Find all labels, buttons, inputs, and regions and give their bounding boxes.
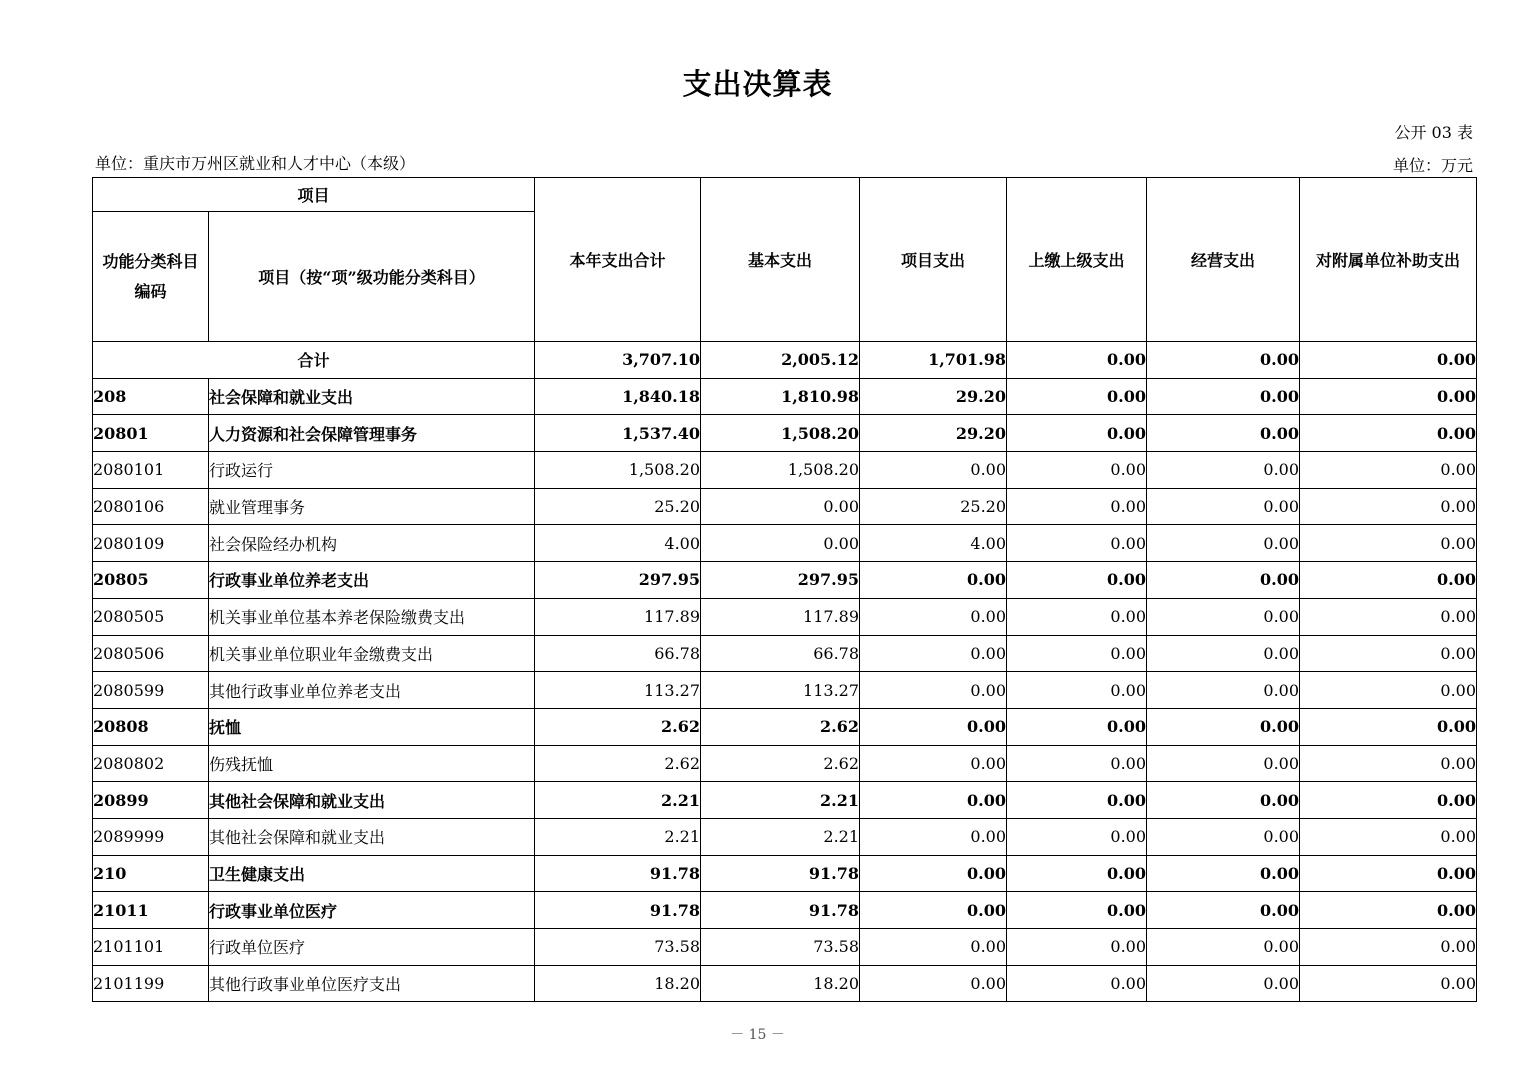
row-value: 0.00 [1147,965,1300,1002]
row-value: 0.00 [1147,562,1300,599]
row-value: 0.00 [1300,452,1477,489]
row-value: 66.78 [701,635,860,672]
row-name: 抚恤 [209,708,535,745]
total-cell: 1,701.98 [860,342,1007,379]
row-code: 20899 [93,782,209,819]
row-value: 73.58 [535,929,701,966]
row-value: 0.00 [1147,782,1300,819]
row-value: 0.00 [1300,782,1477,819]
row-value: 0.00 [1147,855,1300,892]
row-value: 2.62 [701,708,860,745]
total-cell: 0.00 [1007,342,1147,379]
row-value: 0.00 [1147,818,1300,855]
row-name: 行政单位医疗 [209,929,535,966]
row-value: 1,810.98 [701,378,860,415]
row-value: 0.00 [1147,672,1300,709]
table-row [93,635,1477,672]
row-code: 208 [93,378,209,415]
row-value: 25.20 [860,488,1007,525]
table-row [93,929,1477,966]
page-title: 支出决算表 [682,67,833,101]
row-value: 2.62 [535,708,701,745]
row-value: 0.00 [860,562,1007,599]
row-code: 2101199 [93,965,209,1002]
row-value: 0.00 [1007,415,1147,452]
row-value: 0.00 [1300,415,1477,452]
row-code: 2080599 [93,672,209,709]
row-name: 卫生健康支出 [209,855,535,892]
row-name: 其他社会保障和就业支出 [209,782,535,819]
row-value: 91.78 [701,892,860,929]
row-value: 0.00 [1147,415,1300,452]
row-value: 0.00 [1007,929,1147,966]
row-value: 0.00 [1300,965,1477,1002]
row-code: 2080506 [93,635,209,672]
row-value: 117.89 [701,598,860,635]
total-row [93,342,1477,379]
row-code: 2080109 [93,525,209,562]
row-code: 20805 [93,562,209,599]
row-value: 2.21 [701,818,860,855]
row-value: 0.00 [1007,965,1147,1002]
row-value: 1,508.20 [701,452,860,489]
row-code: 2080505 [93,598,209,635]
form-number: 公开 03 表 [1394,123,1473,142]
unit-label: 单位：重庆市万州区就业和人才中心（本级） [95,154,416,173]
row-name: 其他行政事业单位医疗支出 [209,965,535,1002]
row-value: 0.00 [701,488,860,525]
total-cell: 3,707.10 [535,342,701,379]
row-value: 66.78 [535,635,701,672]
page-number: － 15 － [730,1027,785,1043]
table-row [93,782,1477,819]
row-name: 就业管理事务 [209,488,535,525]
row-value: 0.00 [860,892,1007,929]
row-value: 2.62 [701,745,860,782]
table-row [93,855,1477,892]
table-row [93,488,1477,525]
row-name: 社会保险经办机构 [209,525,535,562]
row-value: 4.00 [860,525,1007,562]
row-value: 113.27 [701,672,860,709]
row-code: 20801 [93,415,209,452]
row-value: 0.00 [1007,892,1147,929]
row-value: 0.00 [1300,818,1477,855]
row-value: 0.00 [1147,488,1300,525]
row-value: 0.00 [1007,378,1147,415]
row-value: 91.78 [535,892,701,929]
total-cell: 0.00 [1147,342,1300,379]
row-value: 2.21 [701,782,860,819]
row-value: 0.00 [1147,525,1300,562]
table-row [93,525,1477,562]
row-name: 行政事业单位养老支出 [209,562,535,599]
row-code: 2089999 [93,818,209,855]
row-value: 0.00 [1147,892,1300,929]
row-value: 0.00 [860,965,1007,1002]
row-value: 0.00 [1007,635,1147,672]
header-project: 项目 [93,178,535,212]
row-value: 0.00 [1007,855,1147,892]
row-value: 0.00 [1300,929,1477,966]
header-business: 经营支出 [1147,178,1300,342]
row-value: 0.00 [1300,635,1477,672]
row-code: 2080101 [93,452,209,489]
row-value: 0.00 [860,598,1007,635]
row-name: 机关事业单位职业年金缴费支出 [209,635,535,672]
row-value: 0.00 [1300,378,1477,415]
row-name: 机关事业单位基本养老保险缴费支出 [209,598,535,635]
total-cell: 0.00 [1300,342,1477,379]
row-value: 0.00 [1147,635,1300,672]
row-code: 210 [93,855,209,892]
table-row [93,562,1477,599]
header-total: 本年支出合计 [535,178,701,342]
row-value: 0.00 [1007,708,1147,745]
row-value: 0.00 [1007,598,1147,635]
row-value: 0.00 [1300,672,1477,709]
header-basic: 基本支出 [701,178,860,342]
row-value: 0.00 [1007,672,1147,709]
row-value: 297.95 [701,562,860,599]
row-value: 73.58 [701,929,860,966]
row-value: 25.20 [535,488,701,525]
row-value: 2.21 [535,818,701,855]
row-name: 其他行政事业单位养老支出 [209,672,535,709]
row-value: 0.00 [1300,708,1477,745]
row-code: 2080802 [93,745,209,782]
row-code: 21011 [93,892,209,929]
row-name: 其他社会保障和就业支出 [209,818,535,855]
row-value: 0.00 [1007,818,1147,855]
total-label: 合计 [93,342,535,379]
table-row [93,745,1477,782]
row-value: 0.00 [860,672,1007,709]
table-row [93,965,1477,1002]
row-value: 2.62 [535,745,701,782]
row-value: 117.89 [535,598,701,635]
table-row [93,598,1477,635]
row-code: 2101101 [93,929,209,966]
row-name: 行政事业单位医疗 [209,892,535,929]
row-value: 0.00 [1300,562,1477,599]
row-value: 0.00 [1007,488,1147,525]
table-row [93,892,1477,929]
expenditure-table [92,177,1477,1002]
row-value: 0.00 [860,818,1007,855]
row-value: 91.78 [701,855,860,892]
row-value: 18.20 [701,965,860,1002]
header-upper-level: 上缴上级支出 [1007,178,1147,342]
row-value: 297.95 [535,562,701,599]
row-value: 0.00 [1300,598,1477,635]
row-code: 20808 [93,708,209,745]
row-value: 0.00 [860,635,1007,672]
row-value: 0.00 [1147,708,1300,745]
row-value: 0.00 [1007,745,1147,782]
row-name: 社会保障和就业支出 [209,378,535,415]
row-value: 0.00 [1300,892,1477,929]
row-value: 1,508.20 [535,452,701,489]
row-value: 1,537.40 [535,415,701,452]
row-value: 91.78 [535,855,701,892]
table-row [93,708,1477,745]
row-value: 113.27 [535,672,701,709]
total-cell: 2,005.12 [701,342,860,379]
row-value: 0.00 [860,929,1007,966]
row-code: 2080106 [93,488,209,525]
row-value: 0.00 [860,855,1007,892]
row-name: 行政运行 [209,452,535,489]
row-name: 伤残抚恤 [209,745,535,782]
row-value: 0.00 [1147,378,1300,415]
row-value: 0.00 [1147,598,1300,635]
row-value: 0.00 [1300,488,1477,525]
row-value: 0.00 [1007,525,1147,562]
table-row [93,818,1477,855]
table-row [93,672,1477,709]
row-value: 0.00 [1147,452,1300,489]
header-code: 功能分类科目编码 [93,212,209,342]
row-value: 2.21 [535,782,701,819]
row-value: 0.00 [860,452,1007,489]
row-value: 0.00 [1300,525,1477,562]
table-row [93,378,1477,415]
row-value: 29.20 [860,378,1007,415]
row-value: 0.00 [1007,452,1147,489]
row-value: 0.00 [860,782,1007,819]
row-value: 0.00 [1007,782,1147,819]
row-value: 0.00 [1007,562,1147,599]
row-value: 0.00 [860,708,1007,745]
currency-label: 单位：万元 [1392,156,1473,175]
table-row [93,452,1477,489]
header-project-expenditure: 项目支出 [860,178,1007,342]
header-item: 项目（按“项”级功能分类科目） [209,212,535,342]
row-value: 0.00 [1300,745,1477,782]
row-value: 29.20 [860,415,1007,452]
row-value: 0.00 [1147,929,1300,966]
row-value: 4.00 [535,525,701,562]
row-value: 18.20 [535,965,701,1002]
header-subsidy: 对附属单位补助支出 [1300,178,1477,342]
row-name: 人力资源和社会保障管理事务 [209,415,535,452]
row-value: 0.00 [860,745,1007,782]
table-body [93,342,1477,1002]
row-value: 0.00 [701,525,860,562]
row-value: 1,840.18 [535,378,701,415]
row-value: 0.00 [1147,745,1300,782]
row-value: 1,508.20 [701,415,860,452]
table-row [93,415,1477,452]
row-value: 0.00 [1300,855,1477,892]
